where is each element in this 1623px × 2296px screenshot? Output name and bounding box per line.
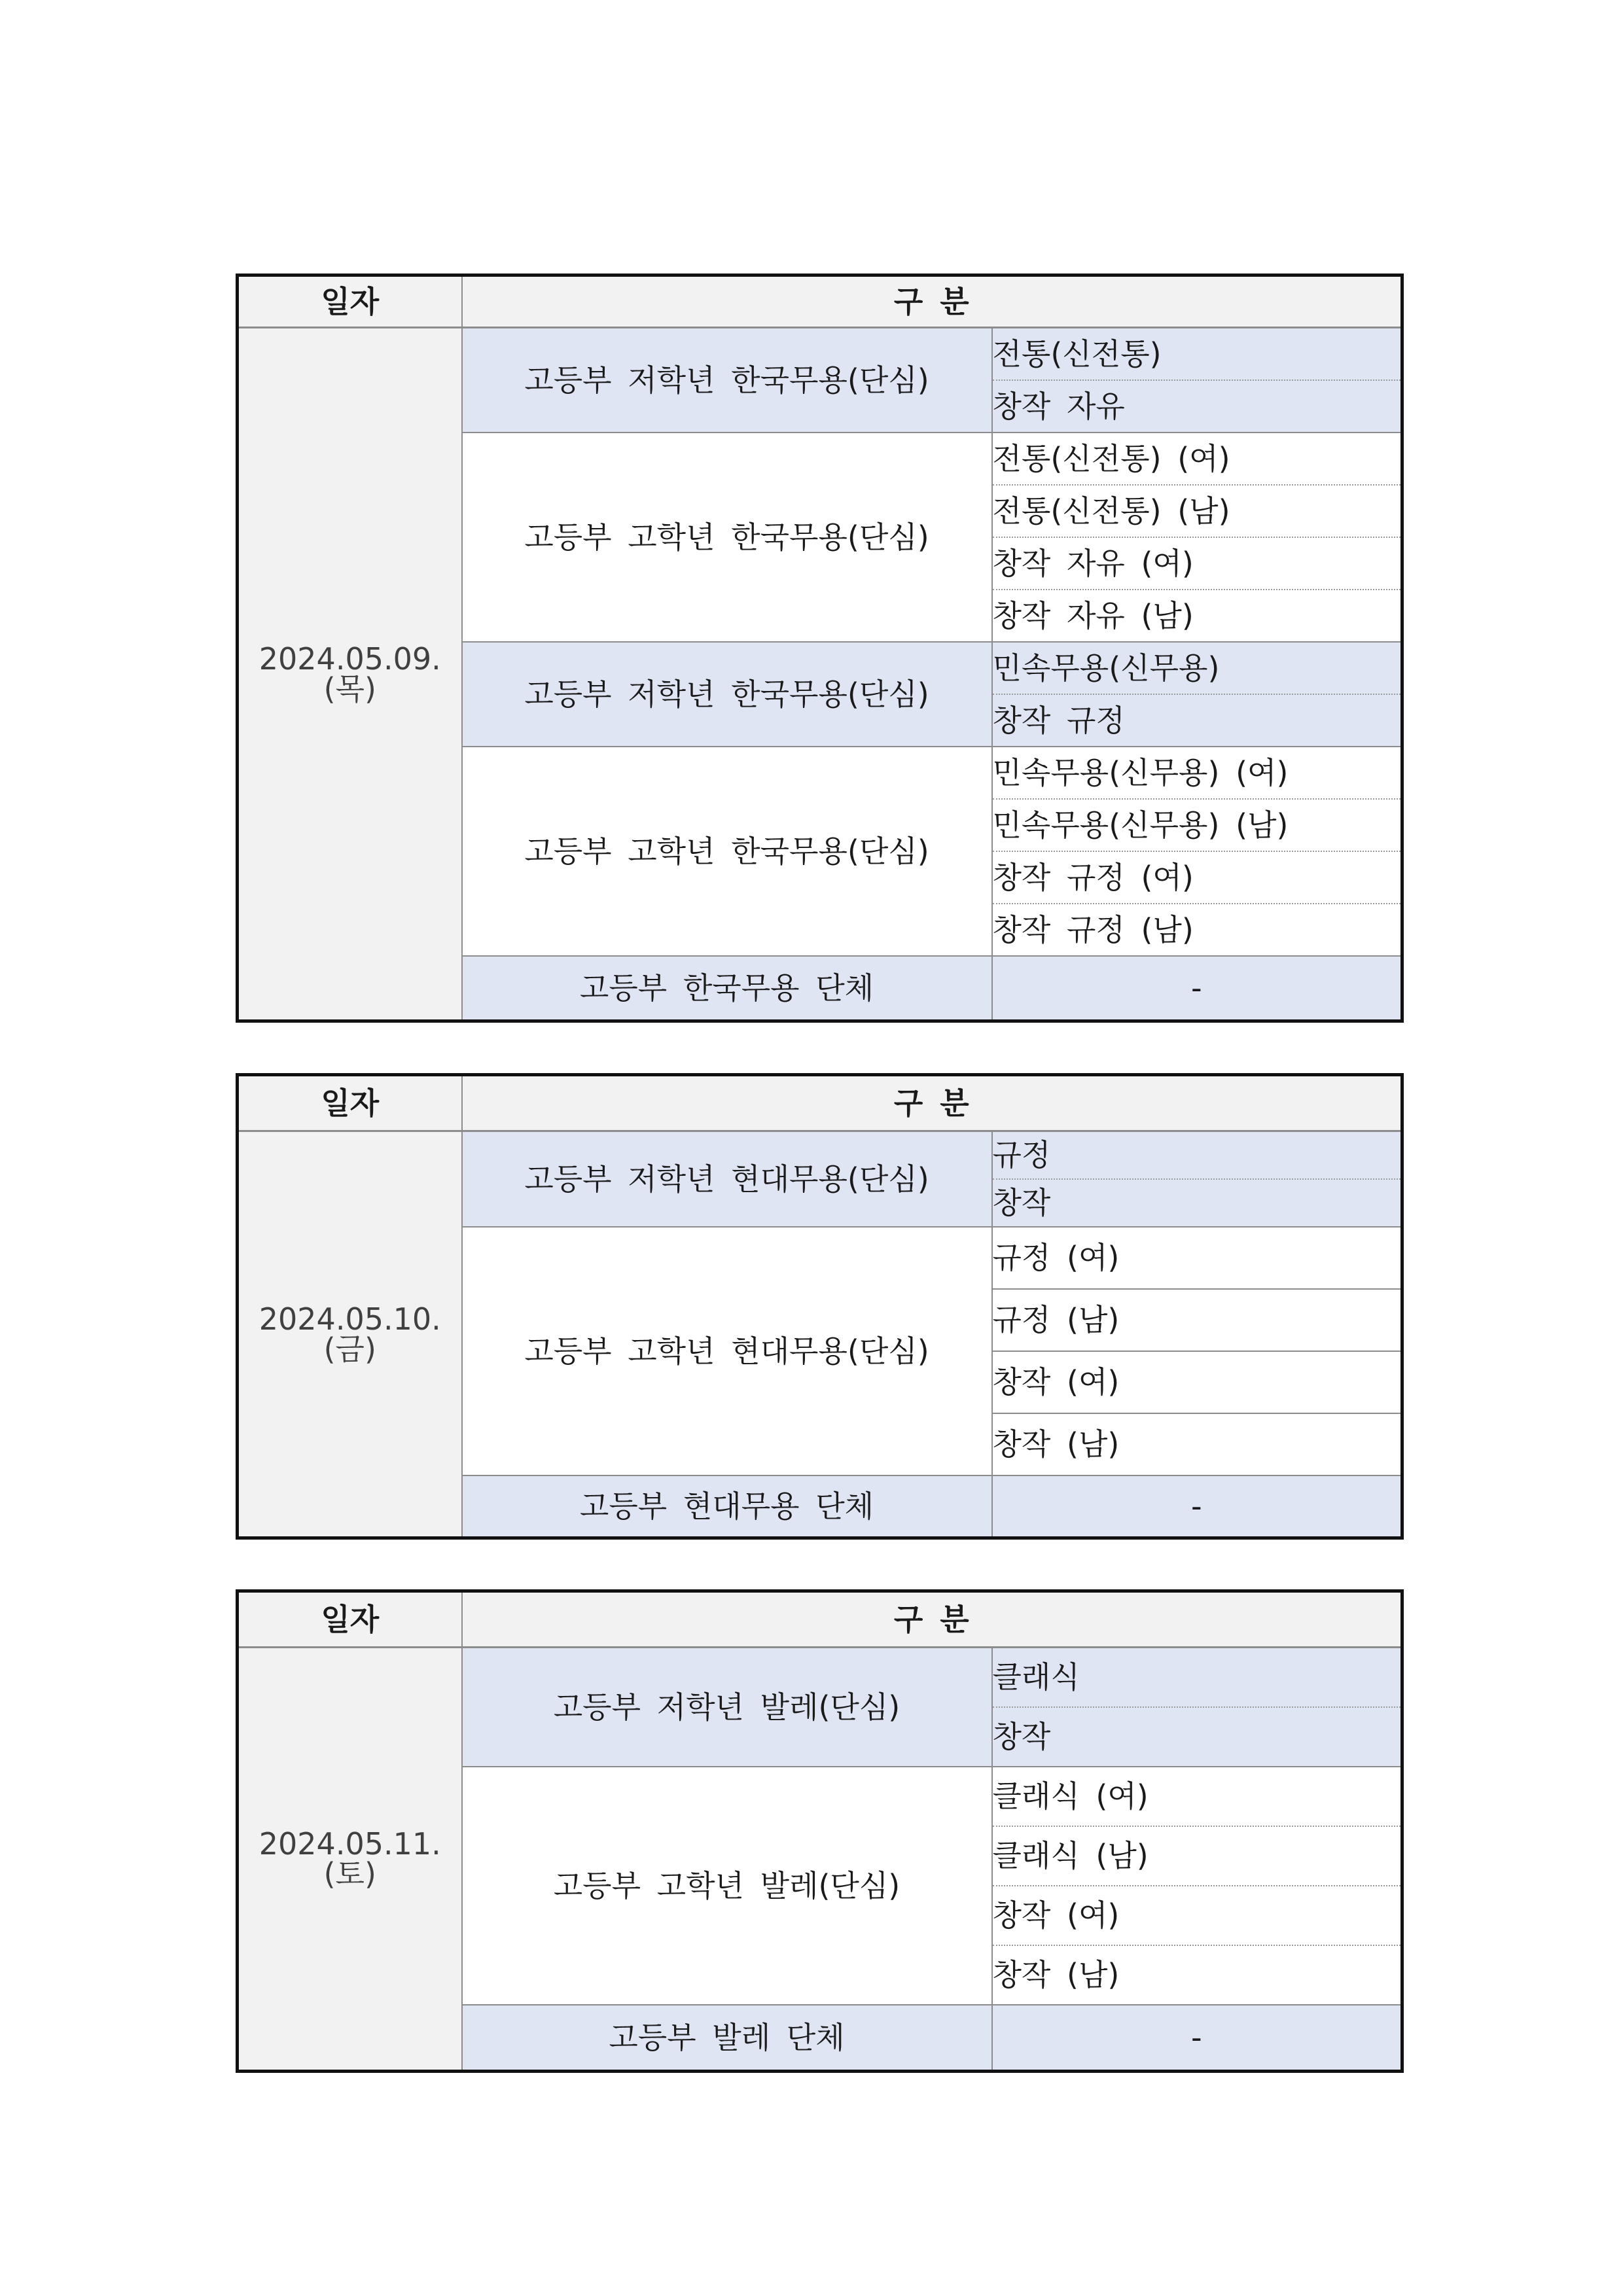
subcategory-cell: 창작 (여) xyxy=(992,1351,1402,1413)
subcategory-cell: 창작 자유 (남) xyxy=(992,590,1402,642)
date-cell xyxy=(238,1131,462,1538)
header-date: 일자 xyxy=(238,1591,462,1648)
subcategory-cell: 민속무용(신무용) xyxy=(992,642,1402,694)
subcategory-cell: 창작 (여) xyxy=(992,1886,1402,1945)
subcategory-cell: 창작 자유 (여) xyxy=(992,537,1402,590)
subcategory-cell: 민속무용(신무용) (남) xyxy=(992,799,1402,851)
weekday-text: (토) xyxy=(323,1856,376,1892)
subcategory-cell: 클래식 (여) xyxy=(992,1767,1402,1826)
subcategory-cell: 클래식 xyxy=(992,1648,1402,1707)
group-category-cell: 고등부 한국무용 단체 xyxy=(462,956,992,1021)
subcategory-cell: 창작 규정 (여) xyxy=(992,851,1402,904)
schedule-table-2 xyxy=(236,1073,1404,1540)
group-value-cell: - xyxy=(992,1475,1402,1538)
category-cell: 고등부 저학년 발레(단심) xyxy=(462,1648,992,1767)
header-category: 구 분 xyxy=(462,1591,1402,1648)
schedule-table-3 xyxy=(236,1589,1404,2073)
category-cell: 고등부 고학년 현대무용(단심) xyxy=(462,1227,992,1475)
header-category: 구 분 xyxy=(462,1075,1402,1131)
category-cell: 고등부 고학년 발레(단심) xyxy=(462,1767,992,2005)
subcategory-cell: 민속무용(신무용) (여) xyxy=(992,747,1402,799)
group-category-cell: 고등부 발레 단체 xyxy=(462,2005,992,2072)
subcategory-cell: 창작 (남) xyxy=(992,1413,1402,1475)
category-cell: 고등부 고학년 한국무용(단심) xyxy=(462,747,992,956)
category-cell: 고등부 고학년 한국무용(단심) xyxy=(462,433,992,642)
category-cell: 고등부 저학년 현대무용(단심) xyxy=(462,1131,992,1227)
subcategory-cell: 창작 xyxy=(992,1179,1402,1227)
group-value-cell: - xyxy=(992,2005,1402,2072)
subcategory-cell: 전통(신전통) (남) xyxy=(992,485,1402,537)
category-cell: 고등부 저학년 한국무용(단심) xyxy=(462,642,992,747)
date-text: 2024.05.11. xyxy=(259,1826,441,1862)
group-value-cell: - xyxy=(992,956,1402,1021)
subcategory-cell: 규정 (남) xyxy=(992,1289,1402,1351)
schedule-table-1 xyxy=(236,274,1404,1023)
date-text: 2024.05.10. xyxy=(259,1301,441,1337)
date-text: 2024.05.09. xyxy=(259,641,441,677)
subcategory-cell: 전통(신전통) (여) xyxy=(992,433,1402,485)
header-date: 일자 xyxy=(238,275,462,328)
subcategory-cell: 클래식 (남) xyxy=(992,1826,1402,1886)
header-category: 구 분 xyxy=(462,275,1402,328)
group-category-cell: 고등부 현대무용 단체 xyxy=(462,1475,992,1538)
weekday-text: (금) xyxy=(323,1332,376,1367)
weekday-text: (목) xyxy=(323,671,376,707)
category-cell: 고등부 저학년 한국무용(단심) xyxy=(462,328,992,433)
date-cell xyxy=(238,328,462,1021)
subcategory-cell: 창작 규정 xyxy=(992,694,1402,747)
subcategory-cell: 규정 (여) xyxy=(992,1227,1402,1289)
date-cell xyxy=(238,1648,462,2072)
header-date: 일자 xyxy=(238,1075,462,1131)
subcategory-cell: 규정 xyxy=(992,1131,1402,1179)
subcategory-cell: 창작 xyxy=(992,1707,1402,1767)
subcategory-cell: 창작 규정 (남) xyxy=(992,904,1402,956)
subcategory-cell: 창작 (남) xyxy=(992,1945,1402,2005)
subcategory-cell: 전통(신전통) xyxy=(992,328,1402,380)
subcategory-cell: 창작 자유 xyxy=(992,380,1402,433)
